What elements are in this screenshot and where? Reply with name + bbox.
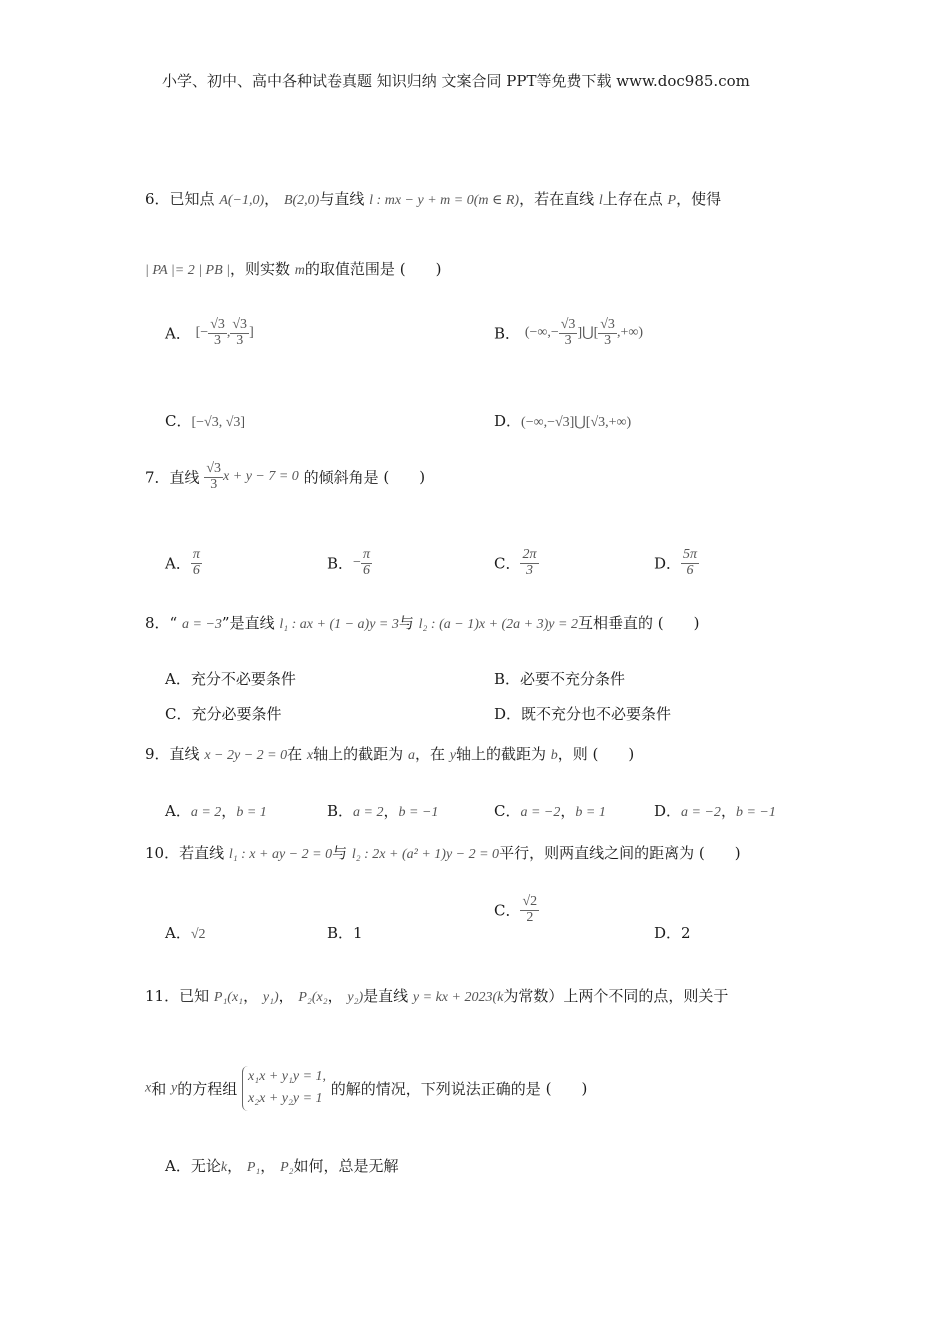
- question-6-stem-line1: 6．已知点 A(−1,0)， B(2,0)与直线 l : mx − y + m = 0(m ∈ R)，若在直线 l上存在点 P，使得: [145, 190, 722, 208]
- point-b: B(2,0): [283, 193, 320, 208]
- line-l2: l₂ : 2x + (a² + 1)y − 2 = 0: [351, 847, 500, 862]
- option-a: A．√2: [165, 924, 206, 942]
- option-d: D．既不充分也不必要条件: [494, 705, 672, 723]
- question-7-stem: 7．直线 $\frac{√3}{3}$ x + y − 7 = 0 的倾斜角是 ( ): [145, 461, 426, 492]
- option-c: C． $\frac{√2}{2}$: [494, 894, 538, 925]
- option-c: C． $\frac{2\pi}{3}$: [494, 547, 537, 578]
- page-header: 小学、初中、高中各种试卷真题 知识归纳 文案合同 PPT等免费下载 www.doc985.com: [162, 72, 750, 90]
- fraction: $\frac{√2}{2}$: [522, 894, 538, 925]
- question-10-stem: 10．若直线 l₁ : x + ay − 2 = 0与 l₂ : 2x + (a² + 1)y − 2 = 0平行，则两直线之间的距离为 ( ): [145, 844, 741, 862]
- option-c: C．a = −2，b = 1: [494, 802, 606, 820]
- fraction: $\frac{√3}{3}$: [560, 317, 576, 348]
- option-c: C．[−√3, √3]: [165, 412, 246, 430]
- option-a: A． [− $\frac{√3}{3}$ , $\frac{√3}{3}$ ]: [165, 317, 254, 348]
- question-number: 10．: [145, 844, 180, 862]
- question-11-stem-line1: 11．已知 P₁(x₁， y₁)， P₂(x₂， y₂)是直线 y = kx + 2023(k为常数）上两个不同的点，则关于: [145, 987, 729, 1005]
- option-b: B．a = 2，b = −1: [327, 802, 439, 820]
- point-a: A(−1,0): [219, 193, 265, 208]
- line-equation: l : mx − y + m = 0(m ∈ R): [369, 193, 520, 208]
- question-number: 6．: [145, 190, 170, 208]
- option-a: A．无论k， P₁， P₂如何，总是无解: [165, 1157, 399, 1175]
- fraction: $\frac{√3}{3}$: [232, 317, 248, 348]
- option-d: D．2: [654, 924, 691, 942]
- answer-paren-close: ): [435, 260, 442, 278]
- line-l1: l₁ : x + ay − 2 = 0: [228, 847, 333, 862]
- option-c: C．充分必要条件: [165, 705, 282, 723]
- option-b: B．必要不充分条件: [494, 670, 626, 688]
- question-number: 9．: [145, 745, 170, 763]
- option-a: A． $\frac{\pi}{6}$: [165, 547, 200, 578]
- fraction: $\frac{√3}{3}$: [600, 317, 615, 348]
- fraction: $\frac{\pi}{6}$: [362, 547, 370, 578]
- option-b: B．− $\frac{\pi}{6}$: [327, 547, 370, 578]
- question-11-stem-line2: x和 y的方程组 x₁x + y₁y = 1, x₂x + y₂y = 1 的解的情况，下列说法正确的是 ( ): [145, 1066, 587, 1111]
- fraction: $\frac{5\pi}{6}$: [683, 547, 698, 578]
- question-number: 11．: [145, 987, 180, 1005]
- option-a: A．充分不必要条件: [165, 670, 296, 688]
- option-b: B． (−∞,− $\frac{√3}{3}$ ]⋃[ $\frac{√3}{3}$ ,+∞): [494, 317, 643, 348]
- question-6-stem-line2: | PA |= 2 | PB |，则实数 m的取值范围是 ( ): [145, 260, 442, 278]
- fraction: $\frac{√3}{3}$: [210, 317, 225, 348]
- option-a: A．a = 2，b = 1: [165, 802, 267, 820]
- line-equation: x − 2y − 2 = 0: [204, 748, 288, 763]
- line-l1: l₁ : ax + (1 − a)y = 3: [279, 617, 399, 632]
- line-l2: l₂ : (a − 1)x + (2a + 3)y = 2: [418, 617, 578, 632]
- condition: | PA |= 2 | PB |: [145, 263, 230, 278]
- fraction: $\frac{\pi}{6}$: [192, 547, 200, 578]
- line-equation: x + y − 7 = 0: [223, 469, 299, 485]
- option-d: D． $\frac{5\pi}{6}$: [654, 547, 698, 578]
- fraction: $\frac{√3}{3}$: [206, 461, 222, 492]
- option-d: D．(−∞,−√3]⋃[√3,+∞): [494, 412, 632, 430]
- line-equation: y = kx + 2023(k: [412, 990, 504, 1005]
- fraction: $\frac{2\pi}{3}$: [522, 547, 537, 578]
- question-number: 8．: [145, 614, 170, 632]
- question-number: 7．: [145, 468, 170, 487]
- question-8-stem: 8．“ a = −3”是直线 l₁ : ax + (1 − a)y = 3与 l₂ : (a − 1)x + (2a + 3)y = 2互相垂直的 ( ): [145, 614, 700, 632]
- equation-system: x₁x + y₁y = 1, x₂x + y₂y = 1: [242, 1066, 326, 1111]
- question-9-stem: 9．直线 x − 2y − 2 = 0在 x轴上的截距为 a，在 y轴上的截距为 b，则 ( ): [145, 745, 635, 763]
- option-d: D．a = −2，b = −1: [654, 802, 776, 820]
- option-b: B．1: [327, 924, 363, 942]
- answer-paren-open: (: [399, 260, 406, 278]
